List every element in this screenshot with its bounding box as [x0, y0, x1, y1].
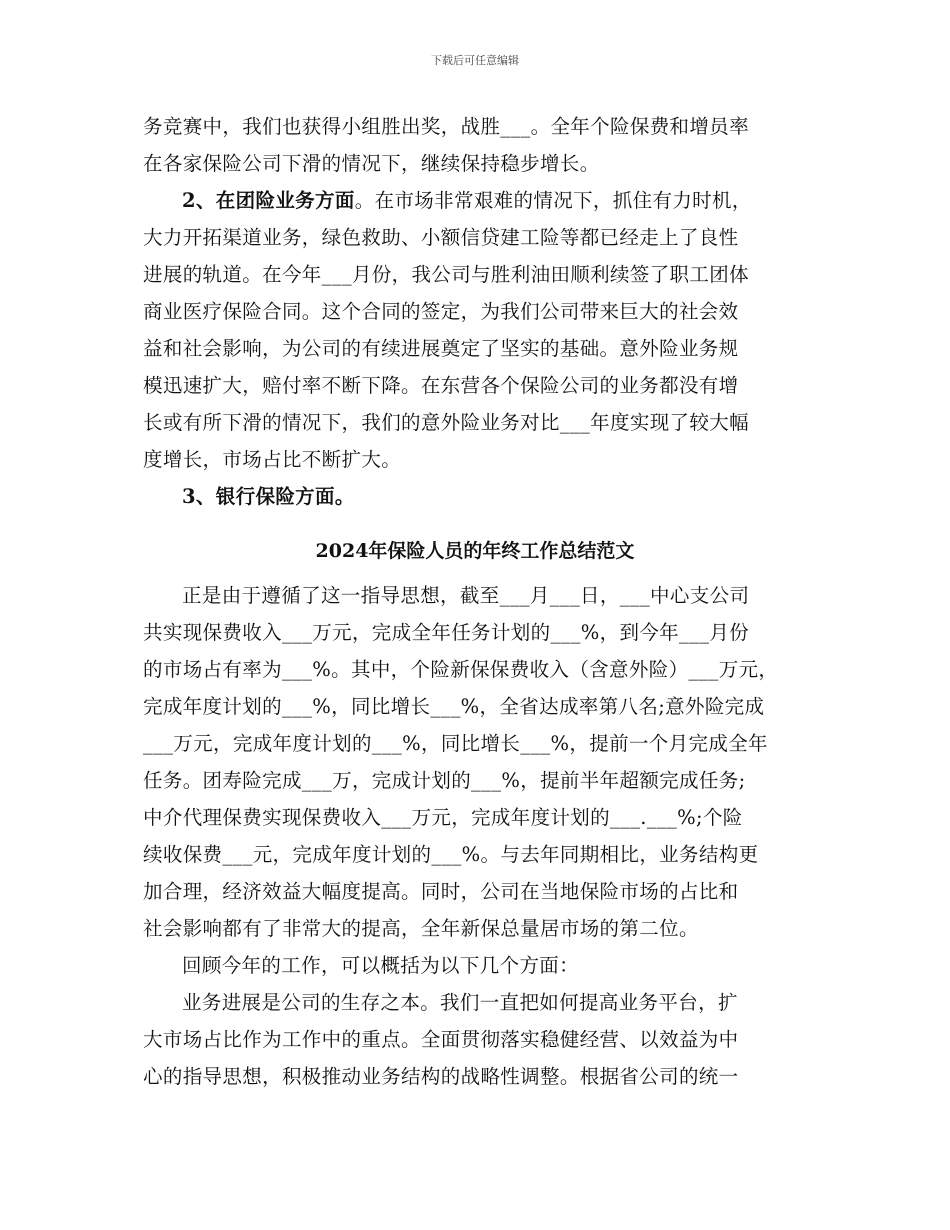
- body-line: 共实现保费收入___万元，完成全年任务计划的___%，到今年___月份: [143, 621, 750, 644]
- body-line: 长或有所下滑的情况下，我们的意外险业务对比___年度实现了较大幅: [143, 411, 749, 434]
- body-line: 大力开拓渠道业务，绿色救助、小额信贷建工险等都已经走上了良性: [143, 226, 739, 249]
- section-heading: 2、在团险业务方面: [182, 189, 355, 212]
- page-header: 下载后可任意编辑: [431, 54, 519, 67]
- body-line: 中介代理保费实现保费收入___万元，完成年度计划的___.___%;个险: [143, 806, 743, 829]
- document-title: 2024年保险人员的年终工作总结范文: [315, 540, 635, 562]
- body-line: 任务。团寿险完成___万，完成计划的___%，提前半年超额完成任务;: [143, 769, 746, 792]
- body-line: 度增长，市场占比不断扩大。: [143, 448, 402, 471]
- body-line: 社会影响都有了非常大的提高，全年新保总量居市场的第二位。: [143, 917, 699, 940]
- body-line: 益和社会影响，为公司的有续进展奠定了坚实的基础。意外险业务规: [143, 337, 739, 360]
- body-line: 回顾今年的工作，可以概括为以下几个方面：: [182, 954, 580, 977]
- section-heading: 3、银行保险方面。: [182, 485, 355, 508]
- body-line: 大市场占比作为工作中的重点。全面贯彻落实稳健经营、以效益为中: [143, 1028, 739, 1051]
- body-line: 模迅速扩大，赔付率不断下降。在东营各个保险公司的业务都没有增: [143, 374, 739, 397]
- body-line: 完成年度计划的___%，同比增长___%，全省达成率第八名;意外险完成: [143, 695, 765, 718]
- body-line: 的市场占有率为___%。其中，个险新保保费收入（含意外险）___万元，: [143, 658, 779, 681]
- body-line: ___万元，完成年度计划的___%，同比增长___%，提前一个月完成全年: [143, 732, 768, 755]
- body-line: 业务进展是公司的生存之本。我们一直把如何提高业务平台，扩: [182, 991, 738, 1014]
- body-line: 进展的轨道。在今年___月份，我公司与胜利油田顺利续签了职工团体: [143, 263, 749, 286]
- body-line: 在各家保险公司下滑的情况下，继续保持稳步增长。: [143, 152, 600, 175]
- body-line: 加合理，经济效益大幅度提高。同时，公司在当地保险市场的占比和: [143, 880, 739, 903]
- body-line: 正是由于遵循了这一指导思想，截至___月___日，___中心支公司: [182, 584, 750, 607]
- body-line: 心的指导思想，积极推动业务结构的战略性调整。根据省公司的统一: [143, 1065, 739, 1088]
- body-line: 务竞赛中，我们也获得小组胜出奖，战胜___。全年个险保费和增员率: [143, 115, 749, 138]
- body-line: 续收保费___元，完成年度计划的___%。与去年同期相比，业务结构更: [143, 843, 759, 866]
- section-heading-line: [182, 182, 822, 219]
- body-text: 。在市场非常艰难的情况下，抓住有力时机，: [354, 189, 752, 212]
- body-line: 商业医疗保险合同。这个合同的签定，为我们公司带来巨大的社会效: [143, 300, 739, 323]
